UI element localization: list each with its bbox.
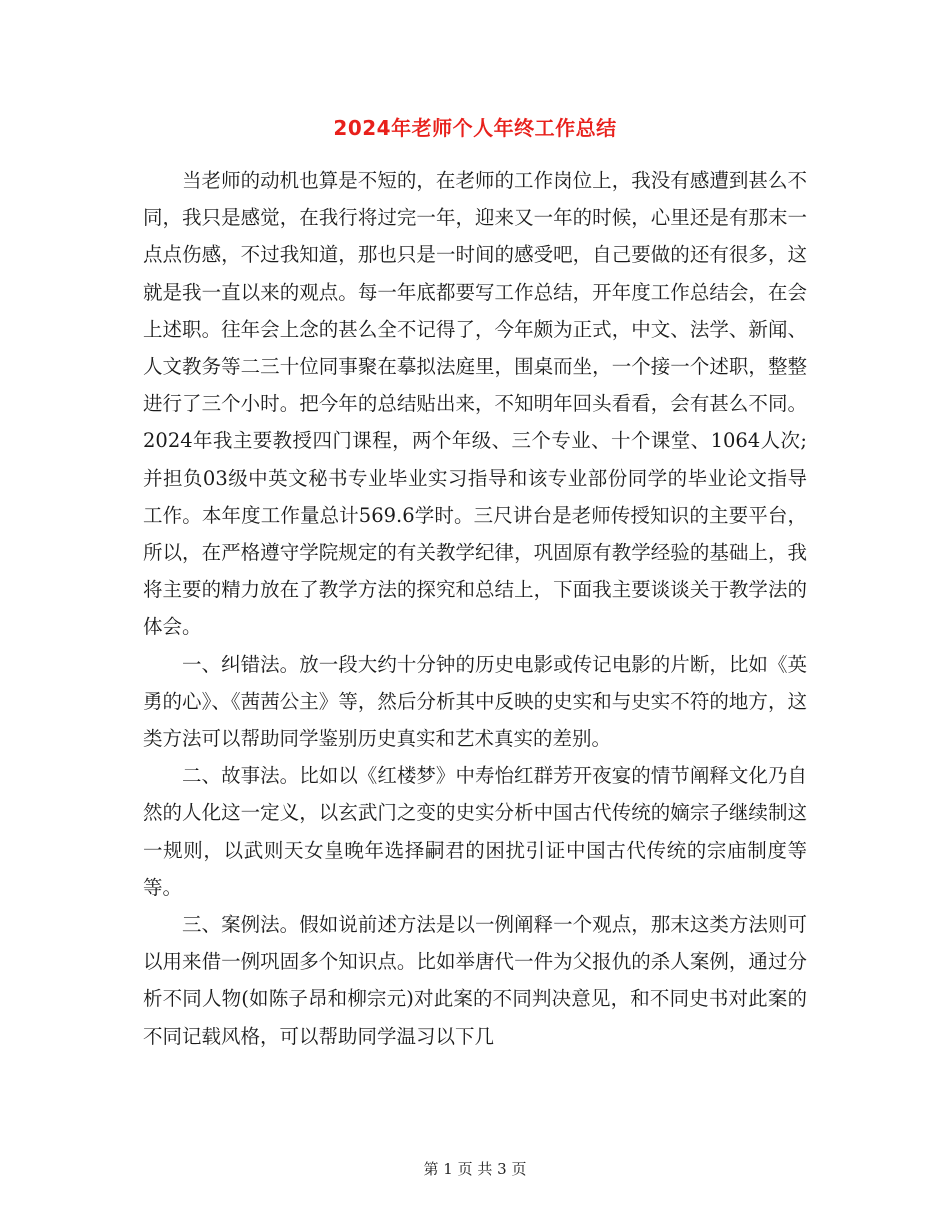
document-body [143, 162, 807, 1055]
paragraph-method-1: 一、纠错法。放一段大约十分钟的历史电影或传记电影的片断，比如《英勇的心》、《茜茜公主》等，然后分析其中反映的史实和与史实不符的地方，这类方法可以帮助同学鉴别历史真实和艺术真实的差别。 [143, 652, 807, 751]
paragraph-method-3: 三、案例法。假如说前述方法是以一例阐释一个观点，那末这类方法则可以用来借一例巩固多个知识点。比如举唐代一件为父报仇的杀人案例，通过分析不同人物(如陈子昂和柳宗元)对此案的不同判决意见，和不同史书对此案的不同记载风格，可以帮助同学温习以下几 [143, 913, 807, 1048]
paragraph-intro: 当老师的动机也算是不短的，在老师的工作岗位上，我没有感遭到甚么不同，我只是感觉，在我行将过完一年，迎来又一年的时候，心里还是有那末一点点伤感，不过我知道，那也只是一时间的感受吧，自己要做的还有很多，这就是我一直以来的观点。每一年底都要写工作总结，开年度工作总结会，在会上述职。往年会上念的甚么全不记得了，今年颇为正式，中文、法学、新闻、人文教务等二三十位同事聚在摹拟法庭里，围桌而坐，一个接一个述职，整整进行了三个小时。把今年的总结贴出来，不知明年回头看看，会有甚么不同。2024年我主要教授四门课程，两个年级、三个专业、十个课堂、1064人次;并担负03级中英文秘书专业毕业实习指导和该专业部份同学的毕业论文指导工作。本年度工作量总计569.6学时。三尺讲台是老师传授知识的主要平台，所以，在严格遵守学院规定的有关教学纪律，巩固原有教学经验的基础上，我将主要的精力放在了教学方法的探究和总结上，下面我主要谈谈关于教学法的体会。 [143, 169, 807, 639]
page-footer: 第 1 页 共 3 页 [423, 1160, 527, 1178]
document-title: 2024年老师个人年终工作总结 [333, 116, 617, 140]
paragraph-method-2: 二、故事法。比如以《红楼梦》中寿怡红群芳开夜宴的情节阐释文化乃自然的人化这一定义，以玄武门之变的史实分析中国古代传统的嫡宗子继续制这一规则，以武则天女皇晚年选择嗣君的困扰引证中国古代传统的宗庙制度等等。 [143, 764, 807, 899]
